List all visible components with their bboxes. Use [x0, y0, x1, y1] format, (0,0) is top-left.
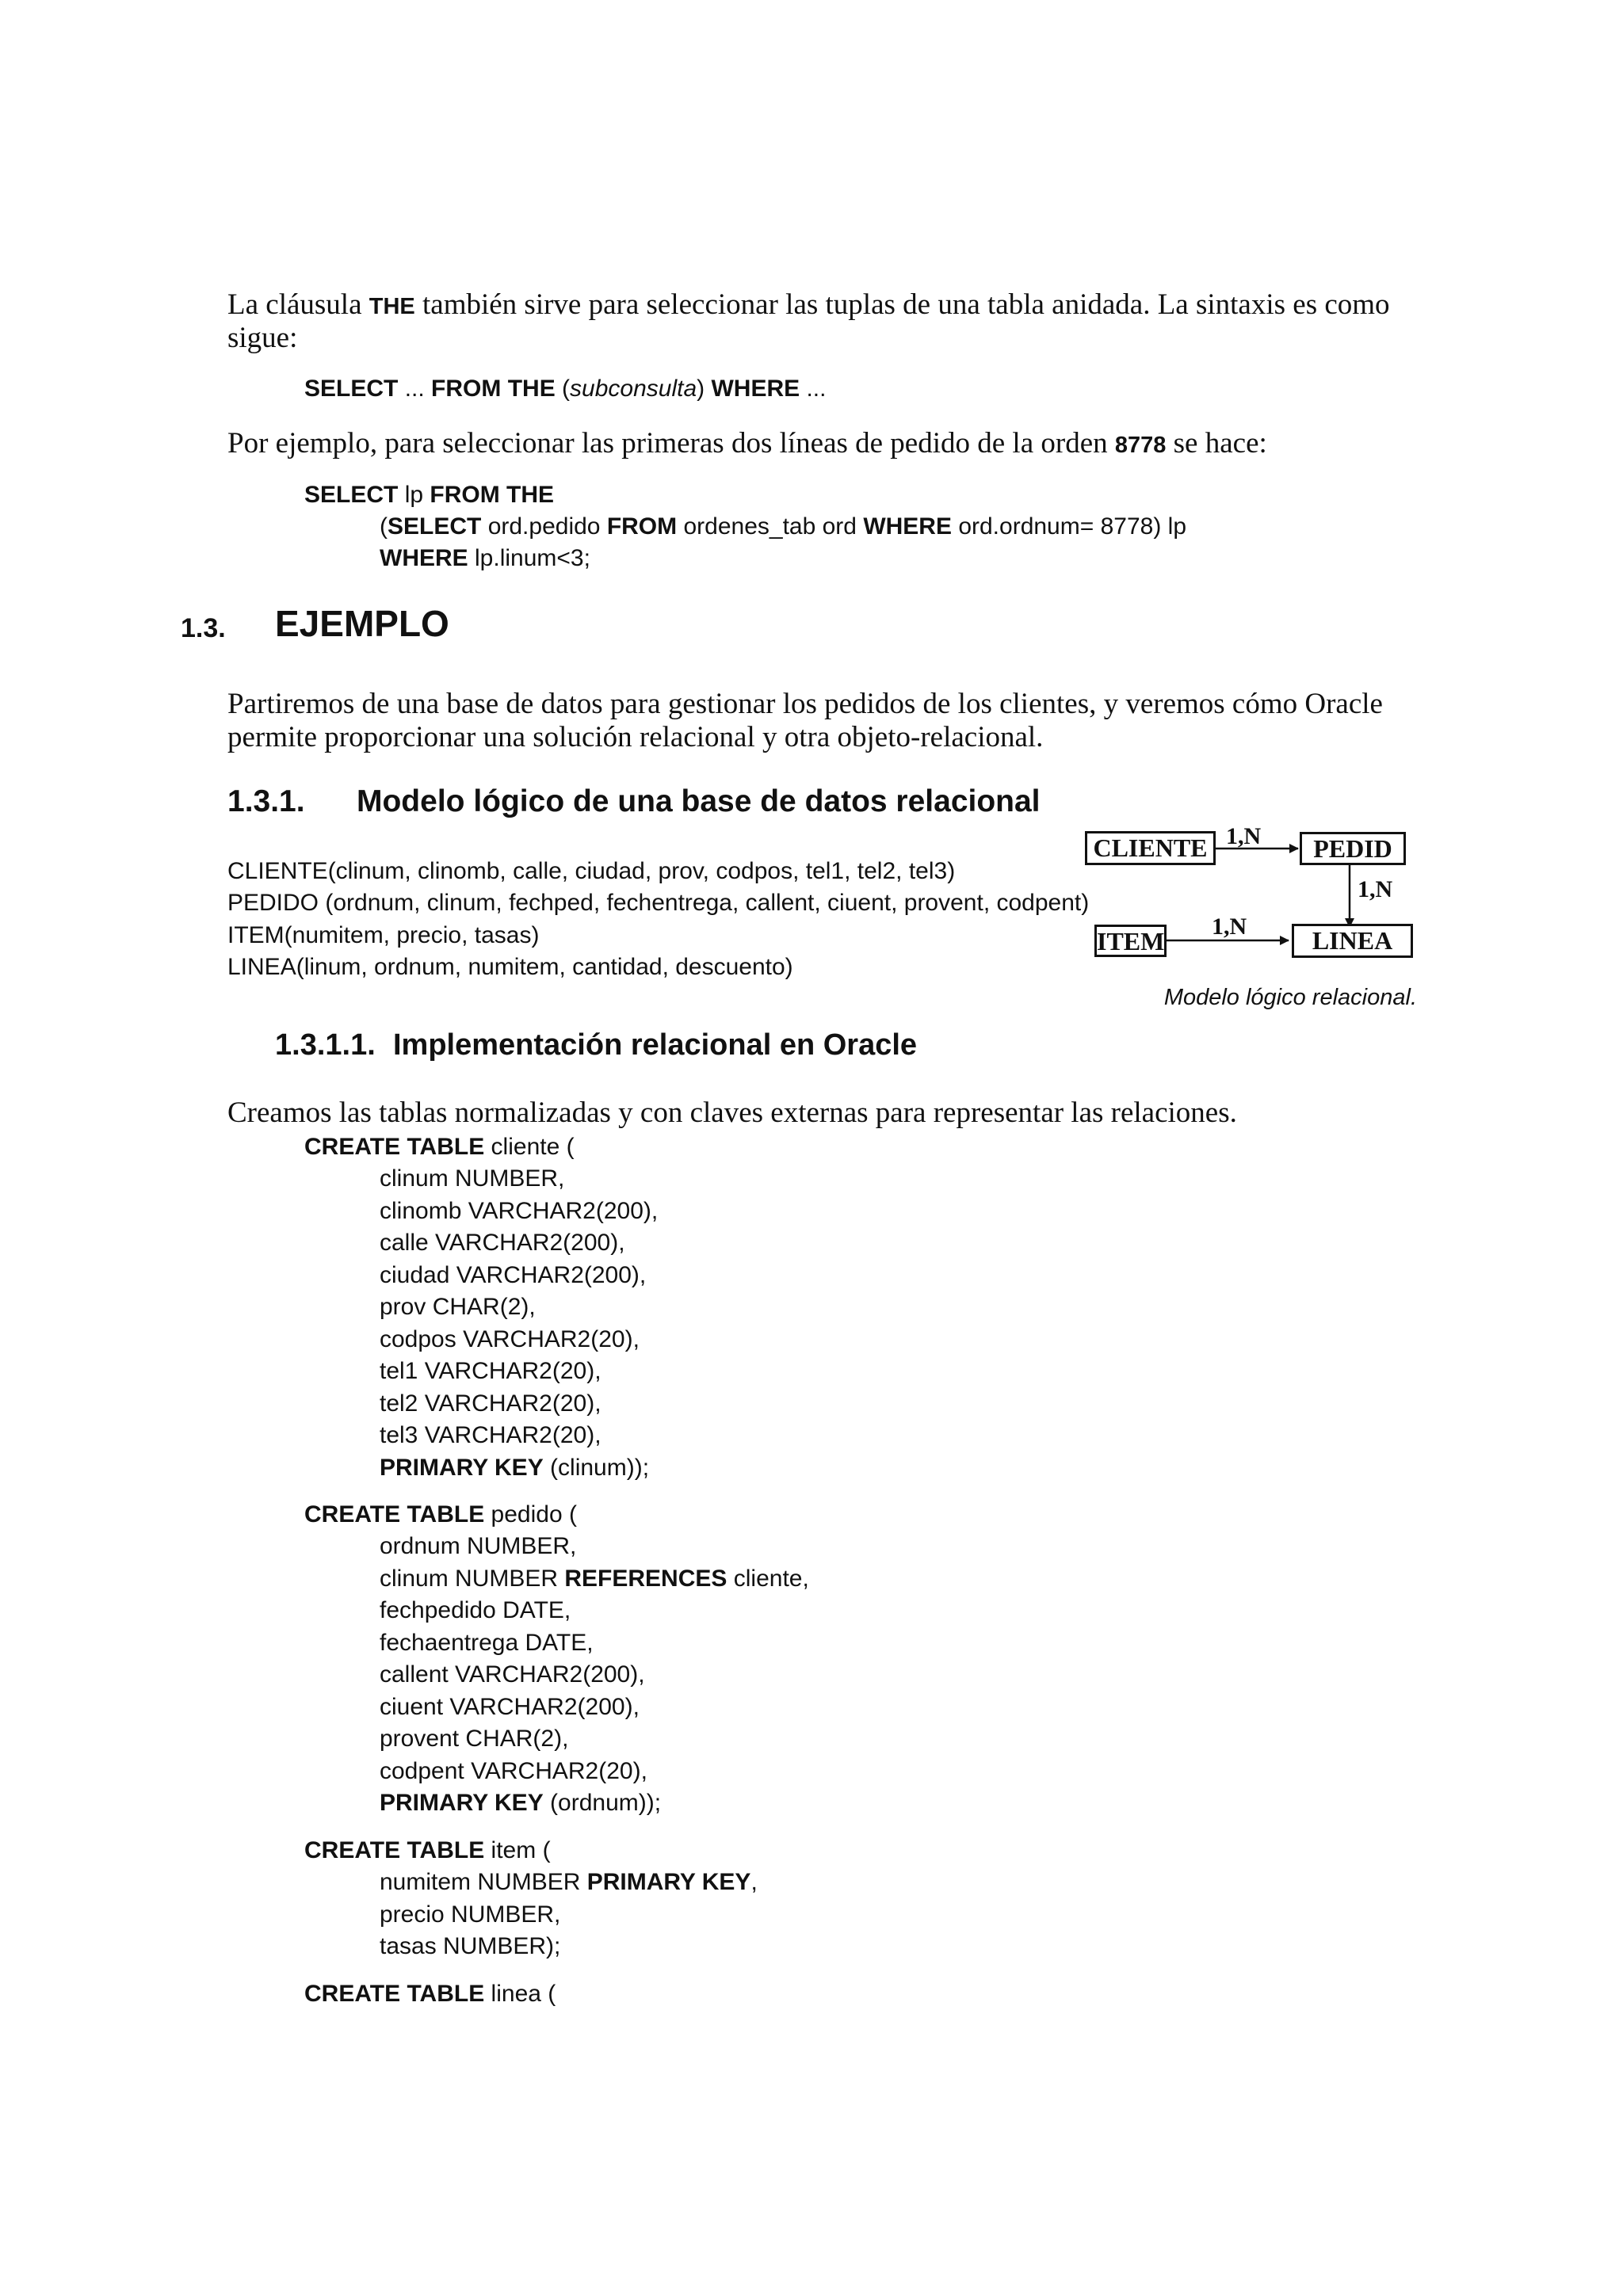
sql-keyword: FROM: [606, 513, 678, 540]
sql-text: ...: [800, 376, 827, 402]
sql-text: ): [697, 376, 712, 402]
the-keyword: THE: [369, 294, 415, 319]
entity-linea: LINEA: [1292, 924, 1413, 958]
subsubsection-number: 1.3.1.1.: [275, 1028, 376, 1062]
sql-text: numitem NUMBER: [380, 1869, 587, 1895]
cardinality-pedid-linea: 1,N: [1358, 876, 1393, 902]
schema-linea: LINEA(linum, ordnum, numitem, cantidad, descuento): [227, 954, 793, 980]
order-number: 8778: [1114, 433, 1167, 458]
sql-keyword: SELECT: [388, 513, 482, 540]
sql-text: clinum NUMBER: [380, 1566, 565, 1592]
cliente-col: tel2 VARCHAR2(20),: [380, 1390, 601, 1417]
sql-keyword: WHERE: [380, 545, 468, 571]
pedido-col: ordnum NUMBER,: [380, 1533, 577, 1559]
section-number: 1.3.: [181, 613, 226, 643]
cliente-col: ciudad VARCHAR2(200),: [380, 1262, 647, 1288]
cliente-col: calle VARCHAR2(200),: [380, 1230, 625, 1256]
subsection-title: Modelo lógico de una base de datos relacional: [357, 784, 1041, 818]
example-text: se hace:: [1173, 427, 1267, 460]
sql-keyword: CREATE TABLE: [304, 1501, 485, 1527]
pedido-col-fk: [380, 1563, 809, 1595]
entity-cliente: CLIENTE: [1085, 831, 1216, 865]
intro-paragraph-line-1: [227, 288, 1390, 323]
sql-text: ,: [750, 1869, 758, 1895]
sql-keyword: PRIMARY KEY: [586, 1869, 751, 1895]
example-code-line-1: [304, 479, 554, 511]
schema-item: ITEM(numitem, precio, tasas): [227, 922, 540, 948]
item-col: tasas NUMBER);: [380, 1933, 561, 1959]
table-name: item (: [484, 1837, 551, 1863]
table-name: linea (: [484, 1981, 556, 2007]
pedido-col: fechaentrega DATE,: [380, 1630, 594, 1656]
sql-text: cliente,: [727, 1566, 809, 1592]
sql-text: (ordnum));: [543, 1790, 662, 1816]
create-table-cliente: [304, 1131, 575, 1163]
subsubsection-title: Implementación relacional en Oracle: [393, 1028, 918, 1062]
sql-keyword: CREATE TABLE: [304, 1134, 485, 1160]
intro-text: también sirve para seleccionar las tuplas de una tabla anidada. La sintaxis es como: [422, 288, 1390, 321]
sql-keyword: SELECT: [304, 482, 399, 508]
sql-keyword: FROM THE: [430, 482, 555, 508]
cliente-col: tel1 VARCHAR2(20),: [380, 1358, 601, 1384]
cliente-col: tel3 VARCHAR2(20),: [380, 1422, 601, 1448]
sql-keyword: WHERE: [863, 513, 952, 540]
cliente-col: clinum NUMBER,: [380, 1165, 565, 1192]
sql-text: lp.linum<3;: [468, 545, 590, 571]
diagram-caption: Modelo lógico relacional.: [1163, 985, 1417, 1010]
entity-pedid: PEDID: [1300, 832, 1406, 865]
cliente-col: clinomb VARCHAR2(200),: [380, 1198, 659, 1224]
sql-text: ...: [398, 376, 432, 402]
pedido-col: fechpedido DATE,: [380, 1597, 571, 1623]
section-title: EJEMPLO: [275, 603, 449, 644]
syntax-line: [304, 373, 826, 405]
subsection-number: 1.3.1.: [227, 784, 305, 818]
cliente-primary-key: [380, 1452, 649, 1484]
pedido-col: provent CHAR(2),: [380, 1726, 569, 1752]
sql-keyword: PRIMARY KEY: [380, 1790, 544, 1816]
sql-text: ord.pedido: [481, 513, 607, 540]
sql-keyword: PRIMARY KEY: [380, 1455, 544, 1481]
sql-text: (: [555, 376, 571, 402]
sql-text: lp: [398, 482, 430, 508]
implementation-intro: Creamos las tablas normalizadas y con claves externas para representar las relaciones.: [227, 1097, 1237, 1129]
section-paragraph-line-2: permite proporcionar una solución relacional y otra objeto-relacional.: [227, 721, 1044, 753]
cardinality-item-linea: 1,N: [1212, 913, 1247, 940]
schema-pedido: PEDIDO (ordnum, clinum, fechped, fechentrega, callent, ciuent, provent, codpent): [227, 890, 1090, 916]
example-code-line-3: [380, 543, 590, 574]
create-table-linea: [304, 1978, 556, 2010]
create-table-item: [304, 1835, 551, 1867]
intro-text: La cláusula: [227, 288, 362, 321]
table-name: pedido (: [484, 1501, 577, 1527]
sql-keyword: CREATE TABLE: [304, 1981, 485, 2007]
example-text: Por ejemplo, para seleccionar las primeras dos líneas de pedido de la orden: [227, 427, 1108, 460]
item-col: precio NUMBER,: [380, 1901, 561, 1928]
entity-item: ITEM: [1094, 925, 1167, 957]
example-paragraph: [227, 427, 1267, 462]
sql-placeholder: subconsulta: [570, 376, 697, 402]
sql-text: ord.ordnum= 8778) lp: [951, 513, 1186, 540]
create-table-pedido: [304, 1499, 577, 1531]
pedido-col: callent VARCHAR2(200),: [380, 1661, 645, 1688]
sql-keyword: FROM THE: [431, 376, 556, 402]
cliente-col: codpos VARCHAR2(20),: [380, 1326, 640, 1352]
pedido-col: codpent VARCHAR2(20),: [380, 1758, 647, 1784]
intro-paragraph-line-2: sigue:: [227, 322, 298, 354]
schema-cliente: CLIENTE(clinum, clinomb, calle, ciudad, prov, codpos, tel1, tel2, tel3): [227, 858, 956, 884]
table-name: cliente (: [484, 1134, 575, 1160]
pedido-primary-key: [380, 1787, 661, 1819]
sql-text: ordenes_tab ord: [677, 513, 864, 540]
pedido-col: ciuent VARCHAR2(200),: [380, 1694, 640, 1720]
sql-keyword: SELECT: [304, 376, 399, 402]
sql-keyword: CREATE TABLE: [304, 1837, 485, 1863]
sql-keyword: REFERENCES: [564, 1566, 727, 1592]
sql-text: (: [380, 513, 388, 540]
item-col-pk: [380, 1867, 758, 1898]
cardinality-cliente-pedid: 1,N: [1226, 823, 1262, 849]
cliente-col: prov CHAR(2),: [380, 1294, 536, 1320]
sql-text: (clinum));: [543, 1455, 650, 1481]
section-paragraph-line-1: Partiremos de una base de datos para gestionar los pedidos de los clientes, y veremos cómo Oracle: [227, 688, 1383, 720]
example-code-line-2: [380, 511, 1186, 543]
sql-keyword: WHERE: [711, 376, 800, 402]
